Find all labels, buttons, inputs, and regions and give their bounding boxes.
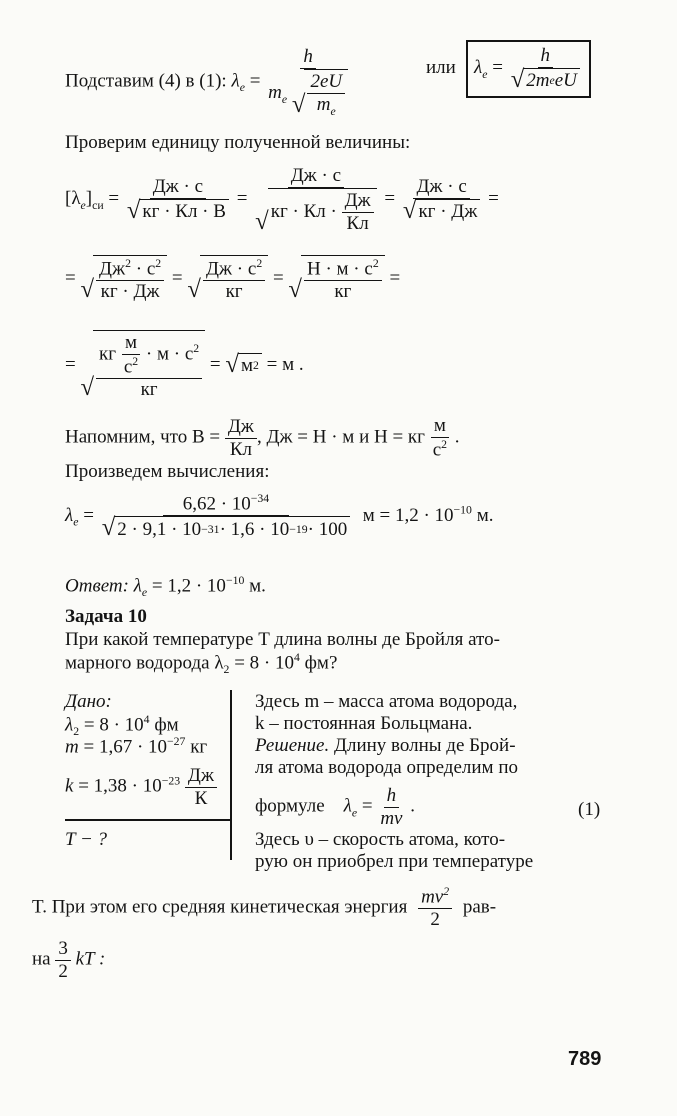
solution-line-6: Здесь υ – скорость атома, кото- [255, 829, 506, 850]
given-boltzmann: $k = 1,38 \cdot 10^{-23}$ $\frac{Дж}{К}$ [65, 765, 217, 810]
given-mass: $m = 1,67 \cdot 10^{-27}$ кг [65, 735, 208, 758]
given-separator-line [65, 819, 230, 821]
solution-line-3: Решение. Длину волны де Брой- [255, 735, 516, 756]
solution-line-7: рую он приобрел при температуре [255, 851, 534, 872]
boxed-result: $\lambda_e$ = h √ 2m e eU [466, 40, 591, 98]
equation-number: (1) [578, 799, 601, 820]
solution-line-1: Здесь m – масса атома водорода, [255, 691, 518, 712]
task-statement-line-2: марного водорода $\lambda_2 = 8 \cdot 10^4$ фм? [65, 651, 338, 677]
units-equation-2: = √ $\frac{Дж^2 \cdot с^2}{кг \cdot Дж}$ = √ $\frac{Дж \cdot с^2}{кг}$ = √ $\frac{Н \cdot м \cdot с^2}{кг}$ = [65, 257, 401, 304]
given-wavelength: $\lambda_2 = 8 \cdot 10^4$ фм [65, 713, 179, 739]
calculation-heading: Произведем вычисления: [65, 461, 270, 482]
units-check-heading: Проверим единицу полученной величины: [65, 132, 411, 153]
given-label: Дано: [65, 691, 112, 712]
substitution-line: Подставим (4) в (1): $\lambda_e$ = h $m_e$ √ $\frac{2eU}{m_e}$ [65, 46, 351, 118]
de-broglie-fraction: h $m_e$ √ $\frac{2eU}{m_e}$ [265, 46, 351, 118]
task-statement-line-1: При какой температуре T длина волны де Бройля ато- [65, 629, 500, 650]
page-number: 789 [568, 1048, 602, 1070]
units-equation-3: = √ кг $\frac{м}{с^2}$ · $м \cdot с^2$ кг = √ м 2 = м . [65, 332, 304, 402]
kinetic-energy-value-line: на $\frac{3}{2}$ kT : [32, 938, 106, 982]
answer-line: Ответ: $\lambda_e = 1,2 \cdot 10^{-10}$ м. [65, 574, 266, 600]
task-title: Задача 10 [65, 606, 147, 627]
kinetic-energy-line: T. При этом его средняя кинетическая энергия $\frac{mv^2}{2}$ рав- [32, 885, 497, 931]
units-equation-1: $[\lambda_e]_{си}$ = Дж · с √ кг · Кл · В = Дж · с √ кг · Кл · $\frac{Дж}{Кл}$ = Дж · с √ кг · Дж = [65, 165, 499, 235]
substitution-lead: Подставим (4) в (1): [65, 70, 227, 92]
find-label: T − ? [65, 829, 108, 850]
solution-line-2: k – постоянная Больцмана. [255, 713, 473, 734]
numeric-calculation: $\lambda_e$ = $6,62 \cdot 10^{-34}$ √ 2 · 9,1 · 10 −31 · 1,6 · 10 −19 · 100 $м = 1,2 \cdot 10^{-10}$ м. [65, 492, 494, 542]
solution-formula-line: формуле $\lambda_e$ = $\frac{h}{mv}$ . [255, 785, 415, 829]
or-word: или [426, 57, 456, 78]
reminder-line: Напомним, что В = $\frac{Дж}{Кл}$ , Дж = Н · м и Н = кг $\frac{м}{с^2}$ . [65, 415, 460, 461]
given-vertical-line [230, 690, 232, 860]
solution-line-4: ля атома водорода определим по [255, 757, 518, 778]
